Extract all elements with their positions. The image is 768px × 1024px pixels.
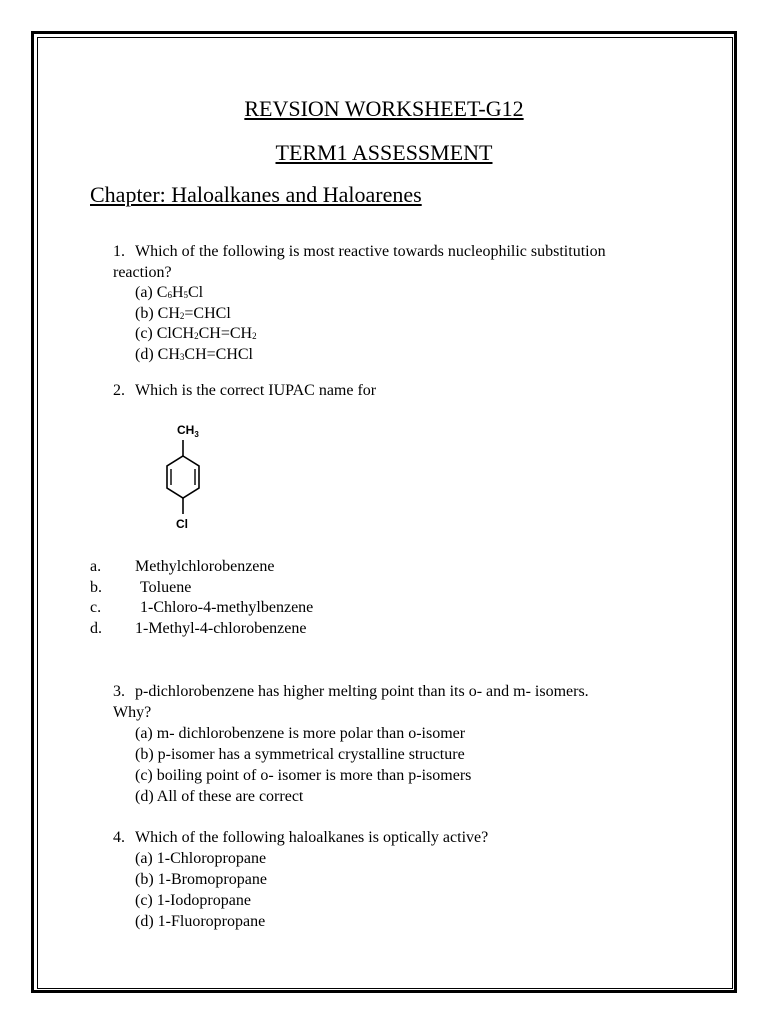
question-1-number: 1. bbox=[113, 243, 125, 260]
question-3-option-c: (c) boiling point of o- isomer is more than p-isomers bbox=[135, 767, 472, 784]
question-4-option-d: (d) 1-Fluoropropane bbox=[135, 913, 266, 930]
question-4-option-b: (b) 1-Bromopropane bbox=[135, 871, 267, 888]
question-1-option-d: (d) $CH_3CH=CHCl$ bbox=[135, 346, 253, 363]
question-4-text: Which of the following haloalkanes is optically active? bbox=[135, 829, 489, 846]
methyl-label: $CH_3$ bbox=[177, 423, 199, 439]
assessment-subtitle: TERM1 ASSESSMENT bbox=[275, 140, 493, 165]
question-2-option-a-text: Methylchlorobenzene bbox=[135, 558, 275, 575]
question-2-option-b-letter: b. bbox=[90, 579, 102, 596]
question-2-option-b-text: Toluene bbox=[140, 579, 192, 596]
question-2-option-a-letter: a. bbox=[90, 558, 102, 575]
question-3-text-cont: Why? bbox=[113, 704, 152, 721]
chapter-heading: Chapter: Haloalkanes and Haloarenes bbox=[90, 182, 422, 207]
question-4-number: 4. bbox=[113, 829, 125, 846]
chloro-methylbenzene-structure bbox=[155, 418, 215, 536]
question-3-text: p-dichlorobenzene has higher melting point than its o- and m- isomers. bbox=[135, 683, 589, 700]
question-1-option-b: (b) $CH_2=CHCl$ bbox=[135, 305, 231, 322]
question-1-option-a: (a) $C_6H_5Cl$ bbox=[135, 284, 204, 301]
question-3-option-d: (d) All of these are correct bbox=[135, 788, 304, 805]
question-3-number: 3. bbox=[113, 683, 125, 700]
question-3-option-a: (a) m- dichlorobenzene is more polar than o-isomer bbox=[135, 725, 466, 742]
question-3-option-b: (b) p-isomer has a symmetrical crystalline structure bbox=[135, 746, 465, 763]
question-2-number: 2. bbox=[113, 382, 125, 399]
benzene-ring bbox=[167, 456, 199, 498]
question-4-option-a: (a) 1-Chloropropane bbox=[135, 850, 267, 867]
question-1-option-c: (c) $ClCH_2CH=CH_2$ bbox=[135, 325, 257, 342]
chloro-label: Cl bbox=[176, 517, 188, 531]
question-1-text-cont: reaction? bbox=[113, 264, 172, 281]
question-4-option-c: (c) 1-Iodopropane bbox=[135, 892, 251, 909]
question-1-text: Which of the following is most reactive towards nucleophilic substitution bbox=[135, 243, 606, 260]
question-2-option-d-letter: d. bbox=[90, 620, 102, 637]
question-2-option-d-text: 1-Methyl-4-chlorobenzene bbox=[135, 620, 307, 637]
question-2-option-c-letter: c. bbox=[90, 599, 102, 616]
question-2-text: Which is the correct IUPAC name for bbox=[135, 382, 377, 399]
worksheet-title: REVSION WORKSHEET-G12 bbox=[244, 96, 524, 121]
question-2-option-c-text: 1-Chloro-4-methylbenzene bbox=[140, 599, 314, 616]
